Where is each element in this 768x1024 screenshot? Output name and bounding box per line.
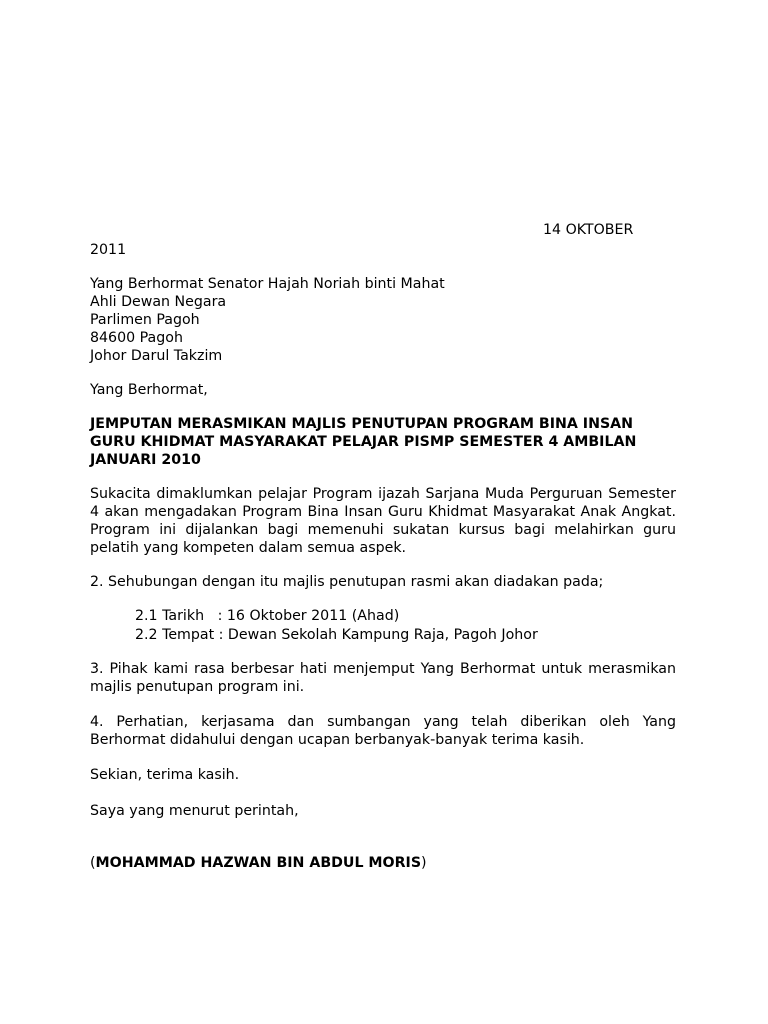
letter-date-year: 2011 [90, 242, 127, 258]
signature-open-paren: ( [90, 855, 96, 871]
closing-remark: Saya yang menurut perintah, [90, 803, 299, 819]
signature-block [90, 854, 676, 872]
recipient-postcode: 84600 Pagoh [90, 330, 183, 346]
paragraph-4: 4. Perhatian, kerjasama dan sumbangan yang telah diberikan oleh Yang Berhormat didahului dengan ucapan berbanyak-banyak terima kasih. [90, 714, 676, 748]
detail-venue: 2.2 Tempat : Dewan Sekolah Kampung Raja, Pagoh Johor [135, 627, 538, 643]
closing-thanks: Sekian, terima kasih. [90, 767, 240, 783]
recipient-address [90, 275, 676, 365]
detail-date: 2.1 Tarikh : 16 Oktober 2011 (Ahad) [135, 608, 400, 624]
recipient-title: Ahli Dewan Negara [90, 294, 227, 310]
recipient-name: Yang Berhormat Senator Hajah Noriah binti Mahat [90, 276, 445, 292]
letter-subject: JEMPUTAN MERASMIKAN MAJLIS PENUTUPAN PROGRAM BINA INSAN GURU KHIDMAT MASYARAKAT PELAJAR PISMP SEMESTER 4 AMBILAN JANUARI 2010 [90, 416, 637, 468]
paragraph-3: 3. Pihak kami rasa berbesar hati menjemput Yang Berhormat untuk merasmikan majlis penutupan program ini. [90, 661, 676, 695]
paragraph-1: Sukacita dimaklumkan pelajar Program ijazah Sarjana Muda Perguruan Semester 4 akan mengadakan Program Bina Insan Guru Khidmat Masyarakat Anak Angkat. Program ini dijalankan bagi memenuhi sukatan kursus bagi melahirkan guru pelatih yang kompeten dalam semua aspek. [90, 486, 676, 556]
letter-date-day-month: 14 OKTOBER [543, 222, 634, 238]
signature-close-paren: ) [421, 855, 427, 871]
recipient-state: Johor Darul Takzim [90, 348, 223, 364]
paragraph-2: 2. Sehubungan dengan itu majlis penutupan rasmi akan diadakan pada; [90, 574, 604, 590]
signature-name: MOHAMMAD HAZWAN BIN ABDUL MORIS [95, 855, 422, 871]
recipient-office: Parlimen Pagoh [90, 312, 200, 328]
salutation: Yang Berhormat, [90, 382, 208, 398]
